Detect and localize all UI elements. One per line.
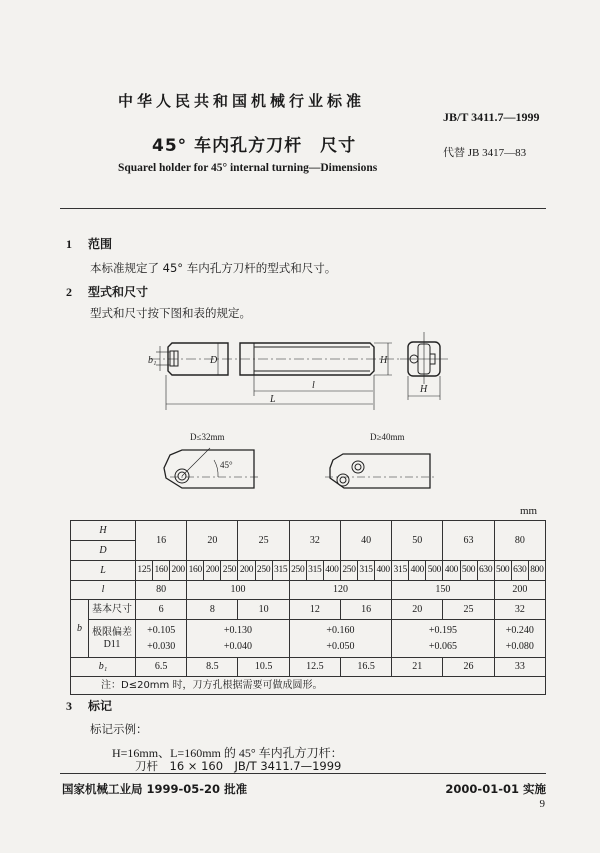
upper-deviation: +0.195 <box>428 625 457 636</box>
replaces-standard: 代替 JB 3417—83 <box>443 147 527 159</box>
caption-large-diameter: D≥40mm <box>370 432 405 442</box>
section-2-text: 型式和尺寸按下图和表的规定。 <box>90 306 251 320</box>
cell-H: 80 <box>494 521 545 561</box>
cell-l: 100 <box>187 581 289 600</box>
header-b1: b₁ <box>71 658 136 677</box>
header-H: H <box>71 521 136 541</box>
section-number: 3 <box>66 699 72 713</box>
cell-l: 120 <box>289 581 391 600</box>
row-L <box>71 561 546 581</box>
caption-small-diameter: D≤32mm <box>190 432 225 442</box>
cell-b1: 8.5 <box>187 658 238 677</box>
cell-b-basic: 12 <box>289 600 340 620</box>
english-title: Squarel holder for 45° internal turning—Dimensions <box>118 162 378 174</box>
lower-deviation: +0.040 <box>223 640 253 652</box>
header-l: l <box>71 581 136 600</box>
footer-divider <box>60 773 546 774</box>
cell-L: 400 <box>409 561 426 581</box>
cell-H: 50 <box>392 521 443 561</box>
cell-l: 80 <box>136 581 187 600</box>
cell-H: 40 <box>340 521 391 561</box>
cell-b-tolerance <box>187 620 289 658</box>
cell-b-basic: 10 <box>238 600 289 620</box>
cell-b-basic: 8 <box>187 600 238 620</box>
approval-statement: 国家机械工业局 1999-05-20 批准 <box>62 782 248 796</box>
lower-deviation: +0.065 <box>428 640 457 652</box>
cell-b1: 10.5 <box>238 658 289 677</box>
tolerance-class: D11 <box>103 638 121 650</box>
dimensions-table <box>70 520 546 695</box>
header-basic-size: 基本尺寸 <box>89 600 136 620</box>
section-title: 标记 <box>88 699 113 713</box>
cell-L: 500 <box>460 561 477 581</box>
section-title: 范围 <box>88 237 113 251</box>
cell-b1: 33 <box>494 658 545 677</box>
cell-L: 200 <box>170 561 187 581</box>
row-b1 <box>71 658 546 677</box>
cell-H: 25 <box>238 521 289 561</box>
cell-L: 630 <box>511 561 528 581</box>
cell-H: 32 <box>289 521 340 561</box>
cell-L: 200 <box>238 561 255 581</box>
cell-L: 125 <box>136 561 153 581</box>
cell-L: 500 <box>426 561 443 581</box>
cell-L: 400 <box>323 561 340 581</box>
upper-deviation: +0.105 <box>147 625 176 636</box>
cell-L: 400 <box>443 561 460 581</box>
lower-deviation: +0.080 <box>505 640 534 652</box>
dim-label-l: l <box>312 380 315 391</box>
section-title: 型式和尺寸 <box>88 285 149 299</box>
cell-b-tolerance <box>136 620 187 658</box>
header-D: D <box>71 541 136 561</box>
cell-b-basic: 32 <box>494 600 545 620</box>
cell-H: 16 <box>136 521 187 561</box>
page-number: 9 <box>539 798 545 810</box>
row-note <box>71 677 546 695</box>
row-l <box>71 581 546 600</box>
section-number: 2 <box>66 285 72 299</box>
dim-label-L: L <box>270 394 276 405</box>
upper-deviation: +0.160 <box>326 625 355 636</box>
dim-label-b1: b₁ <box>148 355 157 366</box>
cell-b-basic: 6 <box>136 600 187 620</box>
header-b: b <box>71 600 89 658</box>
section-1-text: 本标准规定了 45° 车内孔方刀杆的型式和尺寸。 <box>90 261 337 275</box>
cell-b1: 6.5 <box>136 658 187 677</box>
section-3-heading <box>66 697 112 714</box>
cell-b-tolerance <box>289 620 391 658</box>
cell-b1: 21 <box>392 658 443 677</box>
cell-L: 315 <box>272 561 289 581</box>
cell-b1: 16.5 <box>340 658 391 677</box>
cell-b-basic: 20 <box>392 600 443 620</box>
dim-label-D: D <box>210 355 218 366</box>
unit-label: mm <box>520 505 538 517</box>
cell-L: 500 <box>494 561 511 581</box>
section-1-heading <box>66 235 112 252</box>
cell-L: 160 <box>153 561 170 581</box>
cell-b-tolerance <box>494 620 545 658</box>
angle-label: 45° <box>220 460 233 470</box>
cell-b1: 12.5 <box>289 658 340 677</box>
cell-l: 150 <box>392 581 494 600</box>
lower-deviation: +0.030 <box>147 640 176 652</box>
tolerance-label: 极限偏差 <box>92 627 132 638</box>
cell-L: 800 <box>528 561 545 581</box>
cell-L: 630 <box>477 561 494 581</box>
cell-H: 20 <box>187 521 238 561</box>
document-title: 45° 车内孔方刀杆 尺寸 <box>152 136 357 156</box>
issuing-organization: 中华人民共和国机械行业标准 <box>118 92 366 110</box>
lower-deviation: +0.050 <box>326 640 355 652</box>
implementation-date: 2000-01-01 实施 <box>445 782 546 796</box>
upper-deviation: +0.130 <box>223 625 253 636</box>
cell-H: 63 <box>443 521 494 561</box>
row-b-tolerance <box>71 620 546 658</box>
table-note: 注：D≤20mm 时，刀方孔根据需要可做成圆形。 <box>71 677 546 695</box>
marking-example-label: 标记示例： <box>90 722 148 736</box>
cell-L: 315 <box>358 561 375 581</box>
section-2-heading <box>66 283 148 300</box>
header-L: L <box>71 561 136 581</box>
row-b-basic <box>71 600 546 620</box>
cell-L: 200 <box>204 561 221 581</box>
section-number: 1 <box>66 237 72 251</box>
cell-b1: 26 <box>443 658 494 677</box>
dim-label-H-end: H <box>420 384 428 395</box>
header-tolerance <box>89 620 136 658</box>
cell-L: 160 <box>187 561 204 581</box>
marking-example-code <box>135 758 401 774</box>
cell-L: 315 <box>306 561 323 581</box>
cell-L: 400 <box>375 561 392 581</box>
cell-L: 250 <box>221 561 238 581</box>
cell-b-basic: 16 <box>340 600 391 620</box>
standard-code: JB/T 3411.7—1999 <box>443 110 540 124</box>
cell-b-basic: 25 <box>443 600 494 620</box>
cell-b-tolerance <box>392 620 494 658</box>
marking-example-description: H=16mm、L=160mm 的 45° 车内孔方刀杆： <box>112 746 343 760</box>
cell-L: 315 <box>392 561 409 581</box>
row-H <box>71 521 546 541</box>
cell-L: 250 <box>255 561 272 581</box>
tool-holder-drawing <box>130 330 460 510</box>
cell-l: 200 <box>494 581 545 600</box>
header-divider <box>60 208 546 209</box>
upper-deviation: +0.240 <box>505 625 534 636</box>
dim-label-H: H <box>380 355 388 366</box>
cell-L: 250 <box>340 561 357 581</box>
cell-L: 250 <box>289 561 306 581</box>
marking-code-text: 刀杆 16 × 160 JB/T 3411.7—1999 <box>135 759 401 774</box>
